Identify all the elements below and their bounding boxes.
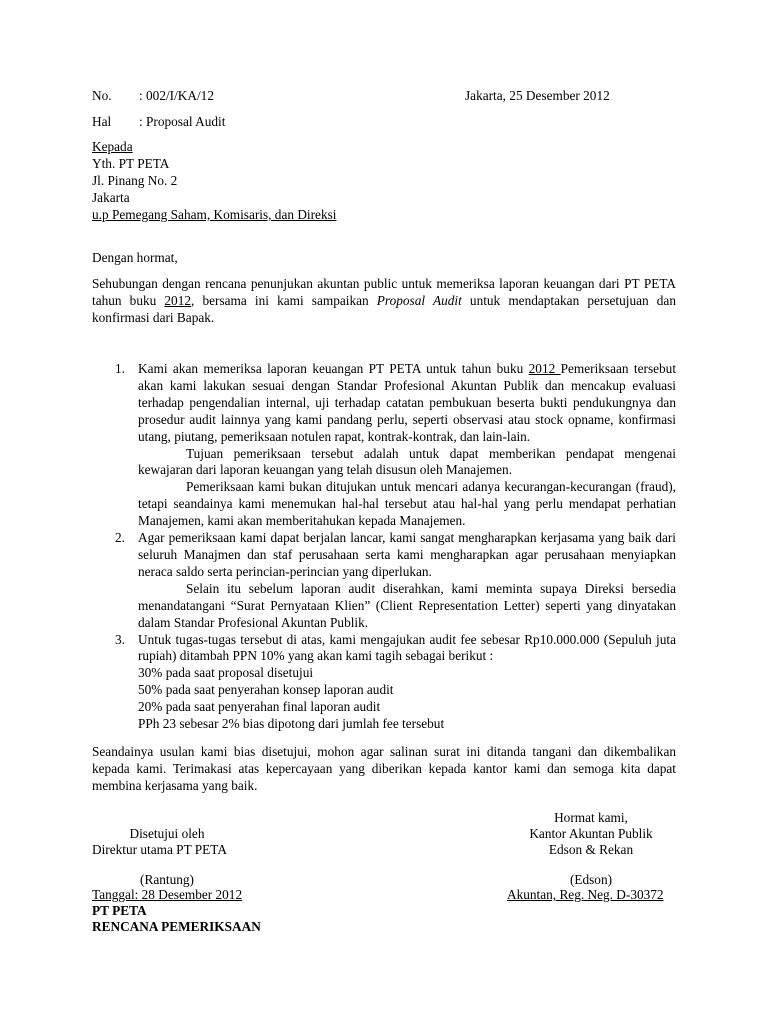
letter-number: : 002/I/KA/12 — [139, 88, 214, 103]
signoff-signer-name: (Edson) — [569, 872, 613, 887]
intro-proposal: Proposal Audit — [376, 293, 462, 308]
signoff-regards: Hormat kami, — [554, 810, 628, 825]
list-number: 3. — [115, 631, 125, 647]
list-number: 1. — [115, 361, 125, 376]
fee-line: 50% pada saat penyerahan konsep laporan audit — [138, 682, 394, 698]
intro-paragraph — [92, 275, 676, 326]
recipient-kepada: Kepada — [92, 139, 133, 154]
list-item — [115, 530, 676, 631]
signoff-approver-title: Direktur utama PT PETA — [92, 842, 227, 857]
recipient-line: Yth. PT PETA — [92, 156, 170, 171]
fee-line: 20% pada saat penyerahan final laporan audit — [138, 699, 381, 715]
recipient-line: Jl. Pinang No. 2 — [92, 173, 178, 188]
intro-year: 2012 — [164, 293, 191, 308]
signoff-registration: Akuntan, Reg. Neg. D-30372 — [507, 887, 664, 902]
place-date: Jakarta, 25 Desember 2012 — [465, 88, 610, 103]
item-paragraph: Pemeriksaan kami bukan ditujukan untuk mencari adanya kecurangan-kecurangan (fraud), tetapi seandainya kami menemukan hal-hal tersebut atau hal-hal yang perlu mendapat perhatian Manajemen, kami akan memberitahukan kepada Manajemen. — [138, 479, 676, 529]
item-text: Kami akan memeriksa laporan keuangan PT PETA untuk tahun buku — [138, 361, 529, 376]
item-paragraph: Tujuan pemeriksaan tersebut adalah untuk dapat memberikan pendapat mengenai kewajaran dari laporan keuangan yang telah disusun oleh Manajemen. — [138, 445, 676, 478]
item-paragraph: Untuk tugas-tugas tersebut di atas, kami mengajukan audit fee sebesar Rp10.000.000 (Sepuluh juta rupiah) ditambah PPN 10% yang akan kami tagih sebagai berikut : — [138, 631, 676, 664]
signoff-approver-name: (Rantung) — [140, 872, 194, 887]
intro-text: , bersama ini kami sampaikan — [191, 293, 377, 308]
list-item — [115, 632, 676, 733]
subject-label: Hal — [92, 114, 112, 129]
greeting: Dengan hormat, — [92, 250, 178, 265]
closing-text: Seandainya usulan kami bias disetujui, mohon agar salinan surat ini ditanda tangani dan dikembalikan kepada kami. Terimakasi atas kepercayaan yang diberikan kepada kantor kami dan semoga kita dapat membina kerjasama yang baik. — [92, 744, 676, 793]
item-paragraph: Agar pemeriksaan kami dapat berjalan lancar, kami sangat mengharapkan kerjasama yang baik dari seluruh Manajmen dan staf perusahaan serta kami mengharapkan agar perusahaan menyiapkan neraca saldo serta perincian-perincian yang diperlukan. — [138, 530, 676, 579]
next-section-heading: RENCANA PEMERIKSAAN — [92, 919, 261, 934]
intro-text: Sehubungan dengan rencana penunjukan akuntan public untuk memeriksa laporan keuangan dari PT PETA tahun buku — [92, 276, 676, 308]
fee-line: PPh 23 sebesar 2% bias dipotong dari jumlah fee tersebut — [138, 716, 445, 732]
signoff-approved-by: Disetujui oleh — [129, 826, 205, 841]
subject: : Proposal Audit — [139, 114, 226, 129]
letter-number-label: No. — [92, 88, 112, 103]
list-number: 2. — [115, 530, 125, 546]
terms-list — [115, 361, 676, 733]
signoff-firm: Kantor Akuntan Publik — [529, 826, 653, 841]
fee-line: 30% pada saat proposal disetujui — [138, 665, 314, 681]
list-item — [115, 361, 676, 530]
next-section-company: PT PETA — [92, 903, 147, 918]
intro-text: untuk mendaptakan persetujuan dan konfirmasi dari Bapak. — [92, 293, 676, 325]
signoff-approval-date: Tanggal: 28 Desember 2012 — [92, 887, 243, 902]
item-year: 2012 — [528, 361, 561, 376]
closing-paragraph — [92, 743, 676, 794]
recipient-attention: u.p Pemegang Saham, Komisaris, dan Direksi — [92, 207, 337, 222]
item-paragraph: Selain itu sebelum laporan audit diserahkan, kami meminta supaya Direksi bersedia menandatangani “Surat Pernyataan Klien” (Client Representation Letter) seperti yang dinyatakan dalam Standar Profesional Akuntan Publik. — [138, 580, 676, 630]
signoff-firm-name: Edson & Rekan — [548, 842, 634, 857]
item-text: Pemeriksaan tersebut akan kami lakukan sesuai dengan Standar Profesional Akuntan Publik dan mencakup evaluasi terhadap pengendalian internal, uji terhadap catatan pembukuan beserta bukti pendukungnya dan prosedur audit lainnya yang kami pandang perlu, seperti observasi atau stock opname, konfirmasi utang, piutang, pemeriksaan notulen rapat, kontrak-kontrak, dan lain-lain. — [138, 361, 677, 444]
recipient-line: Jakarta — [92, 190, 130, 205]
